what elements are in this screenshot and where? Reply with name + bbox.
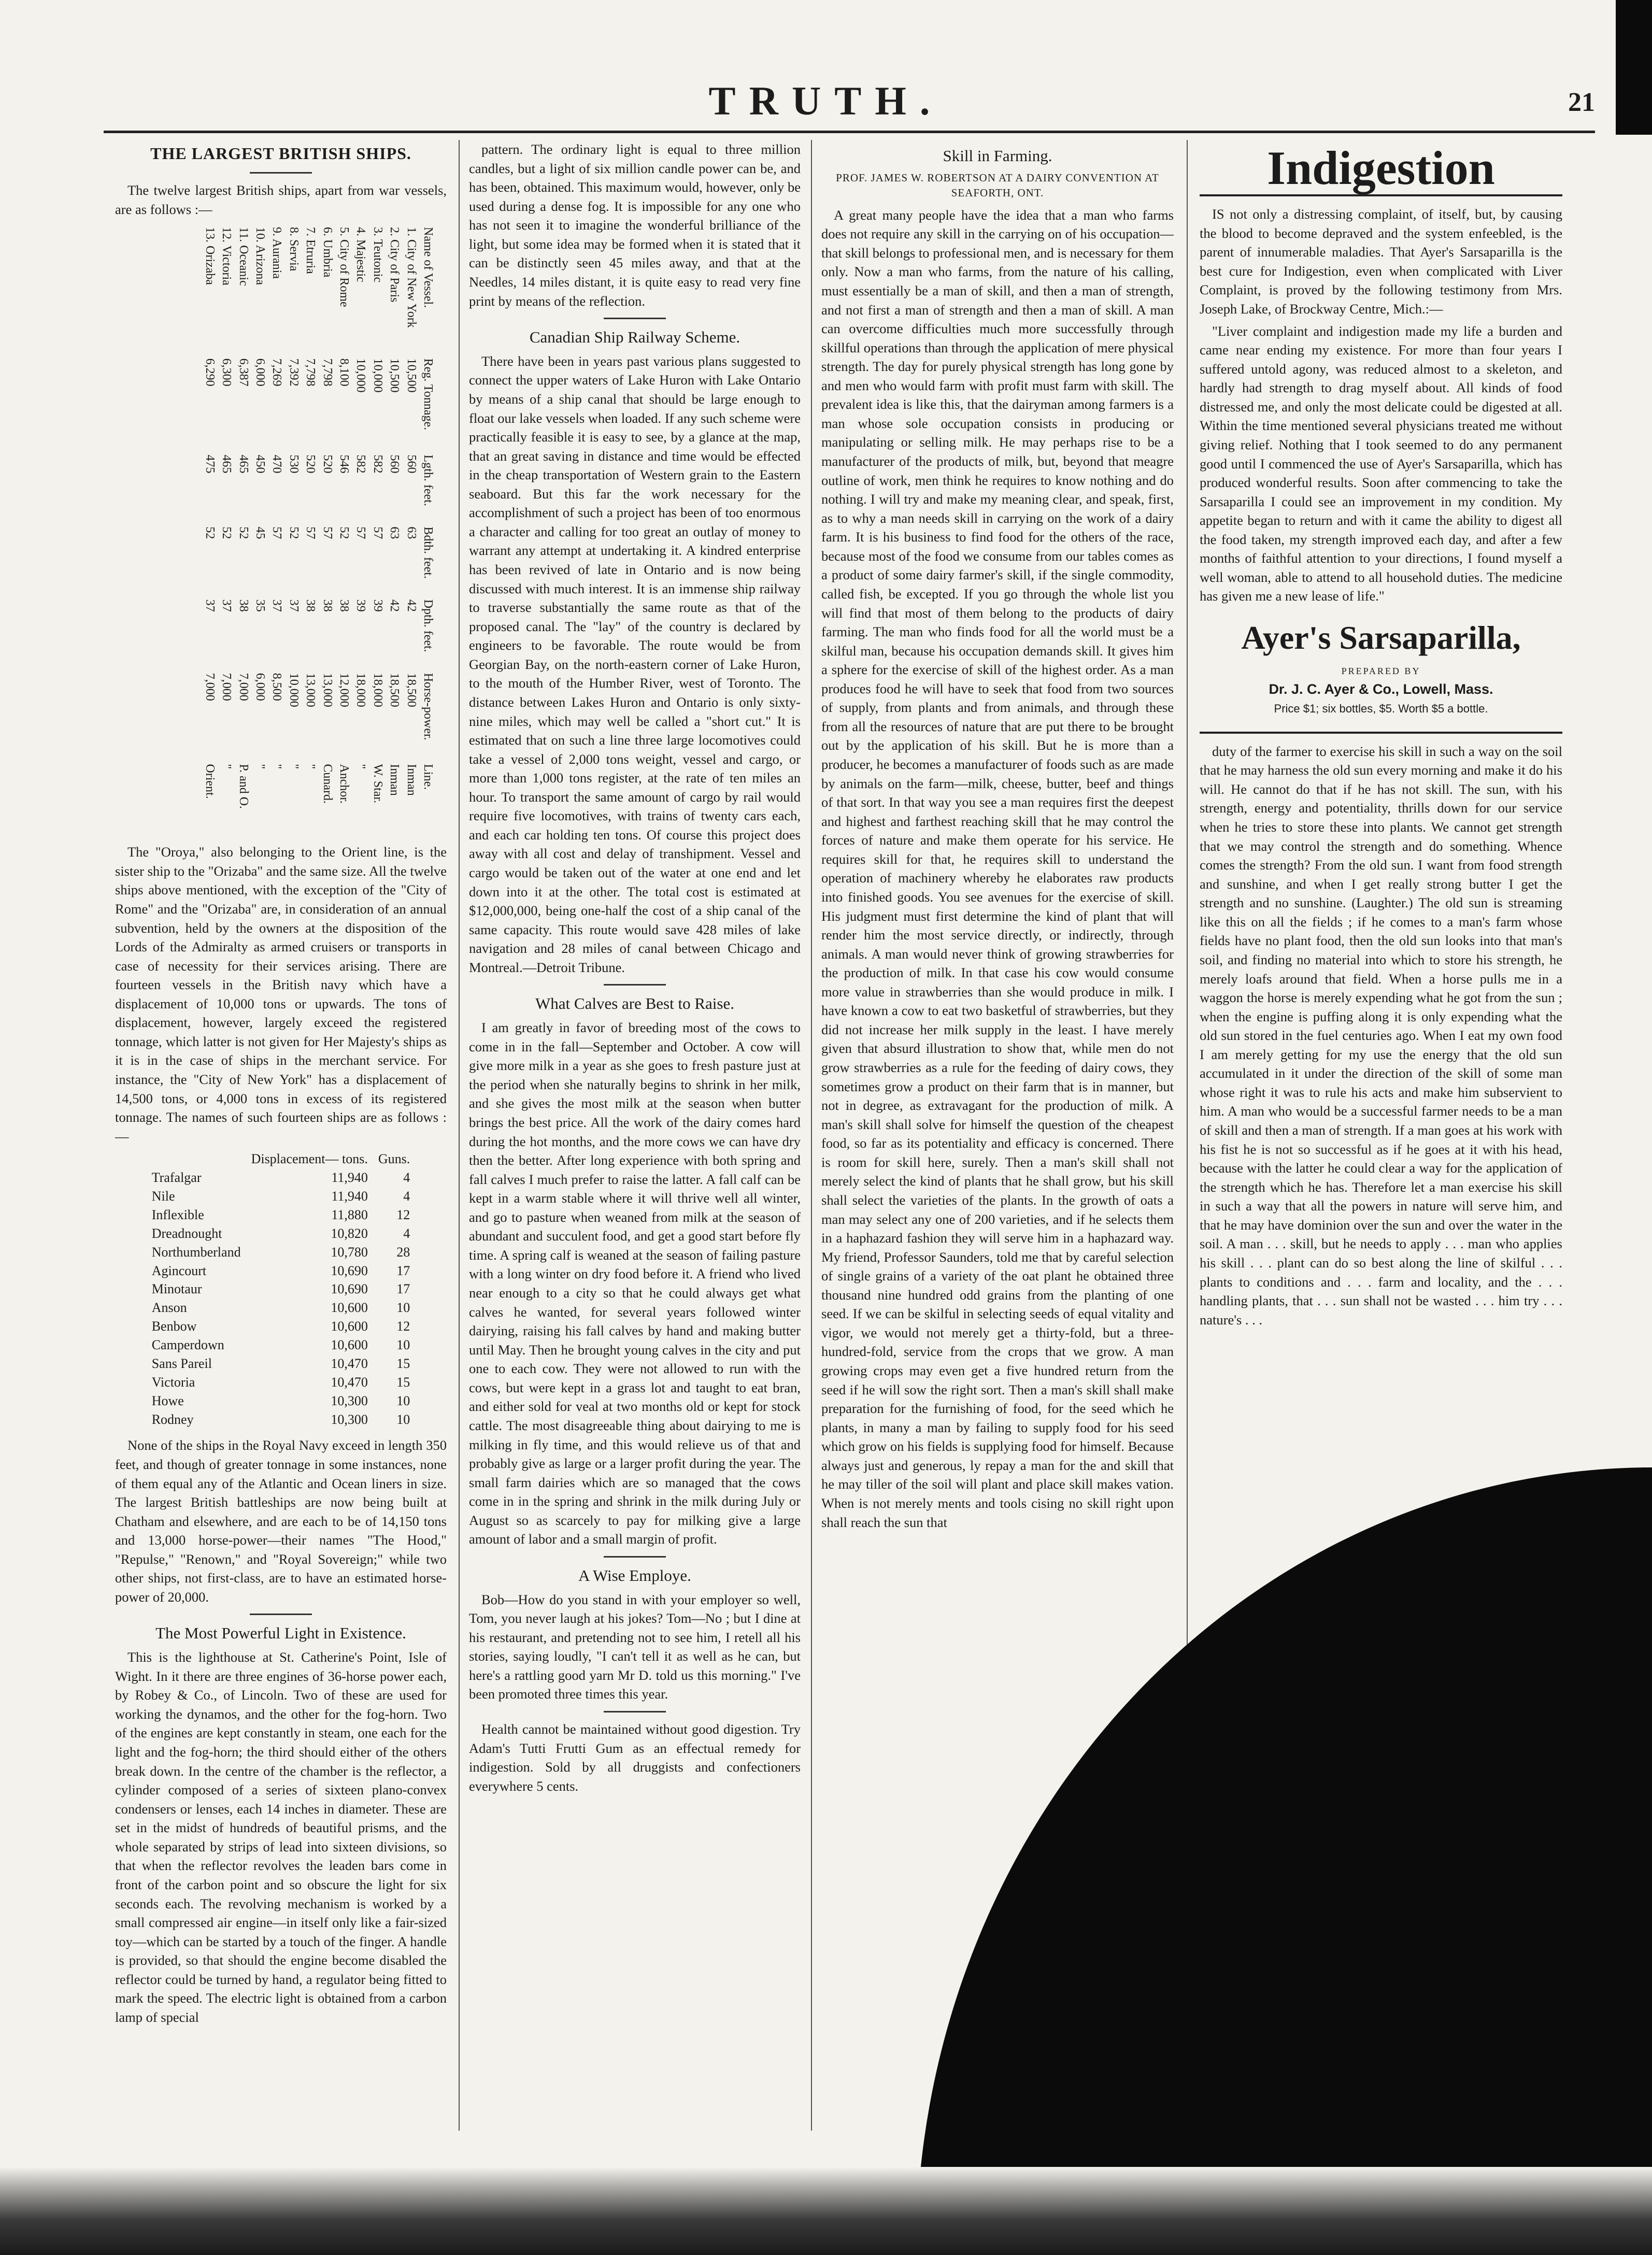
article-heading-largest-ships: THE LARGEST BRITISH SHIPS. bbox=[150, 144, 411, 163]
table-cell: 10. Arizona bbox=[253, 227, 267, 286]
table-cell: 5. City of Rome bbox=[337, 227, 351, 307]
table-cell: " bbox=[354, 764, 368, 769]
table-cell: 10,820 bbox=[331, 1225, 368, 1241]
table-cell: 560 bbox=[404, 454, 418, 474]
ships-body: The "Oroya," also belonging to the Orient line, is the sister ship to the "Orizaba" and the same size. All the twelve ships above mentioned, with the exception of the "City of Rome" and the "Orizaba" are, in consideration of an annual subvention, held by the owners at the disposition of the Lords of the Admiralty as armed cruisers or transports in case of necessity for their services arising. There are fourteen vessels in the British navy which have a displacement of 10,000 tons or upwards. The tons of displacement, however, largely exceed the registered tonnage, which latter is not given for Her Majesty's ships as it is in the case of ships in the merchant service. For instance, the "City of New York" has a displacement of 14,500 tons, or 4,000 tons in excess of its registered tonnage. The names of such fourteen ships are as follows :— bbox=[115, 844, 447, 1144]
separator bbox=[250, 1614, 312, 1615]
table-cell: " bbox=[304, 764, 318, 769]
table-cell: 10,000 bbox=[371, 358, 384, 393]
table-row bbox=[147, 1354, 416, 1373]
table-cell: 10 bbox=[396, 1411, 410, 1427]
table-cell: 520 bbox=[304, 454, 318, 474]
table-header-row bbox=[420, 223, 436, 824]
table-cell: 37 bbox=[270, 599, 284, 612]
table-row bbox=[147, 1280, 416, 1298]
table-cell: 582 bbox=[354, 454, 368, 474]
table-row bbox=[336, 223, 352, 824]
table-cell: 13,000 bbox=[320, 673, 334, 707]
table-cell: 11,880 bbox=[331, 1207, 368, 1222]
table-cell: 38 bbox=[320, 599, 334, 612]
table-cell: P. and O. bbox=[236, 764, 250, 809]
separator bbox=[604, 1711, 666, 1712]
rotated-table-wrap bbox=[115, 223, 447, 834]
ad-maker: Dr. J. C. Ayer & Co., Lowell, Mass. bbox=[1269, 681, 1493, 697]
table-cell: Dreadnought bbox=[151, 1225, 222, 1241]
table-header: Dpth. feet. bbox=[421, 599, 435, 652]
ad-testimony: "Liver complaint and indigestion made my life a burden and came near ending my existence. For more than four years I suffered untold agony, was reduced almost to a skeleton, and hardly had strength to drag myself about. All kinds of food distressed me, and only the most delicate could be digested at all. Within the time mentioned several physicians treated me without giving relief. Nothing that I took seemed to do any permanent good until I commenced the use of Ayer's Sarsaparilla, which has produced wonderful results. Soon after commencing to take the Sarsaparilla I could see an improvement in my condition. My appetite began to return and with it came the ability to digest all the food taken, my strength improved each day, and after a few months of faithful attention to your directions, I found myself a well woman, able to attend to all household duties. The medicine has given me a new lease of life." bbox=[1200, 323, 1562, 604]
table-cell: 6,300 bbox=[220, 358, 234, 387]
table-cell: 560 bbox=[388, 454, 402, 474]
table-row bbox=[147, 1336, 416, 1354]
table-cell: 11,940 bbox=[331, 1189, 368, 1204]
table-cell: 52 bbox=[236, 526, 250, 539]
table-cell: 11. Oceanic bbox=[236, 227, 250, 286]
table-cell: 35 bbox=[253, 599, 267, 612]
table-cell: 475 bbox=[203, 454, 217, 474]
table-cell: 10,780 bbox=[331, 1244, 368, 1260]
table-cell: 17 bbox=[396, 1263, 410, 1278]
separator bbox=[250, 172, 312, 174]
table-cell: Trafalgar bbox=[151, 1170, 202, 1186]
table-cell: 520 bbox=[320, 454, 334, 474]
article-heading-ship-railway: Canadian Ship Railway Scheme. bbox=[529, 328, 740, 347]
table-cell: Camperdown bbox=[151, 1337, 224, 1353]
table-cell: 546 bbox=[337, 454, 351, 474]
table-row bbox=[302, 223, 319, 824]
table-cell: 3. Teutonic bbox=[371, 227, 384, 283]
table-cell: 12. Victoria bbox=[220, 227, 234, 286]
table-header: Lgth. feet. bbox=[421, 454, 435, 507]
table-cell: 465 bbox=[220, 454, 234, 474]
separator bbox=[604, 318, 666, 319]
table-cell: 7,798 bbox=[304, 358, 318, 387]
table-row bbox=[252, 223, 268, 824]
table-cell: 52 bbox=[337, 526, 351, 539]
lighthouse-continued: pattern. The ordinary light is equal to three million candles, but a light of six million candle power can be, and has been, obtained. This maximum would, however, only be used during a dense fog. It is impossible for any one who has not seen it to imagine the wonderful brilliance of the light, but some idea may be formed when it is stated that it can be distinctly seen 45 miles away, and that at the Needles, 14 miles distant, it is quite easy to read very fine print by means of the reflection. bbox=[469, 141, 801, 309]
table-cell: 1. City of New York bbox=[404, 227, 418, 328]
table-cell: 4 bbox=[403, 1189, 410, 1204]
table-row bbox=[403, 223, 419, 824]
table-cell: 13. Orizaba bbox=[203, 227, 217, 286]
article-heading-lighthouse: The Most Powerful Light in Existence. bbox=[155, 1624, 406, 1643]
table-header: Displacement— tons. bbox=[251, 1151, 368, 1167]
table-row bbox=[147, 1392, 416, 1410]
newspaper-title: TRUTH. bbox=[708, 78, 944, 123]
table-cell: Inman bbox=[388, 764, 402, 796]
navy-ship-table bbox=[147, 1150, 416, 1429]
separator bbox=[604, 1556, 666, 1558]
table-cell: Cunard. bbox=[320, 764, 334, 804]
table-cell: 12 bbox=[396, 1207, 410, 1222]
table-cell: Sans Pareil bbox=[151, 1355, 212, 1371]
table-cell: " bbox=[287, 764, 301, 769]
table-cell: 39 bbox=[371, 599, 384, 612]
table-cell: 4. Majestic bbox=[354, 227, 368, 282]
table-cell: Minotaur bbox=[151, 1281, 202, 1297]
table-cell: Orient. bbox=[203, 764, 217, 799]
table-cell: 11,940 bbox=[331, 1170, 368, 1186]
table-cell: 52 bbox=[220, 526, 234, 539]
table-cell: 8,500 bbox=[270, 673, 284, 701]
table-cell: 57 bbox=[354, 526, 368, 539]
table-cell: 39 bbox=[354, 599, 368, 612]
table-cell: 38 bbox=[236, 599, 250, 612]
table-cell: 7,000 bbox=[203, 673, 217, 701]
table-cell: Rodney bbox=[151, 1411, 194, 1427]
table-header: Bdth. feet. bbox=[421, 526, 435, 579]
table-row bbox=[235, 223, 251, 824]
table-cell: " bbox=[253, 764, 267, 769]
table-cell: 37 bbox=[220, 599, 234, 612]
ad-brand: Ayer's Sarsaparilla, bbox=[1241, 619, 1521, 656]
navy-body: None of the ships in the Royal Navy exceed in length 350 feet, and though of greater tonnage in some instances, none of them equal any of the Atlantic and Ocean liners in size. The largest British battleships are now being built at Chatham and elsewhere, and are each to be of 14,150 tons and 13,000 horse-power—their names "The Hood," "Repulse," "Renown," and "Royal Sovereign;" while two other ships, not first-class, are to have an estimated horse-power of 20,000. bbox=[115, 1437, 447, 1605]
table-cell: Agincourt bbox=[151, 1263, 207, 1278]
table-cell: 12 bbox=[396, 1319, 410, 1334]
table-cell: 4 bbox=[403, 1170, 410, 1186]
table-cell: 450 bbox=[253, 454, 267, 474]
table-cell: 7,000 bbox=[220, 673, 234, 701]
table-cell: 10,600 bbox=[331, 1300, 368, 1316]
table-cell: 2. City of Paris bbox=[388, 227, 402, 303]
table-row bbox=[147, 1206, 416, 1224]
table-cell: 37 bbox=[287, 599, 301, 612]
skill-farming-body: A great many people have the idea that a man who farms does not require any skill in the carrying on of his occupation—that skill belongs to professional men, and is necessary for them only. Now a man who farms, from the nature of his calling, must essentially be a man of skill, and then a man of strength, and not first a man of strength and then a man of skill. A man can overcome difficulties much more successfully through skillful operations than through the application of mere physical strength. The day for purely physical strength has long gone by and men who would farm with profit must farm with skill. The prevalent idea is like this, that the dairyman among farmers is a man whose sole occupation consists in producing or manipulating or selling milk. He may perhaps rise to be a manufacturer of the products of milk, but, beyond that meagre outline of work, men think he requires to know nothing and do nothing. I will try and make my meaning clear, and speak, first, as to why a man needs skill in carrying on the work of a dairy farm. It is his business to find food for the others of the race, because most of the food we consume from our tables comes as a product of some dairy farmer's skill, if the single commodity, called fish, be excepted. If you go through the whole list you will find that most of them belong to the products of dairy farming. The man who finds food for all the world must be a skilful man, because his occupation demands skill. It gives him a sphere for the exercise of skill of the highest order. As a man produces food he will have to seek that food from two sources of supply, from plants and from animals, and through these from all the resources of nature that are put there to be brought out by the application of his skill. But he is more than a producer, he becomes a manufacturer of foods such as are made by animals on the farm—milk, cheese, butter, beef and things of that sort. In that way you see a man requires first the deepest and highest and farthest reaching skill that he may control the forces of nature and make them operate for his service. He requires skill for that, he requires skill to understand the operation of machinery whereby he elaborates raw products into finished goods. You see avenues for the exercise of skill. His judgment must first determine the kind of plant that will render him the most service directly, or indirectly, through animals. A man would never think of growing strawberries for the production of milk. In that case his cow would consume more value in strawberries than she would produce in milk. I have known a cow to eat two basketful of strawberries, but they did not increase her milk supply in the least. I have merely given that absurd illustration to show that, while men do not grow strawberries as a rule for the feeding of dairy cows, they sometimes grow a product on their farm that is in manner, but not in degree, as extravagant for the production of milk. A man's skill shall solve for himself the question of the cheapest food, so far as its potentiality and efficacy is concerned. There is room for skill here, surely. Then a man's skill shall not merely select the kind of plants that he shall grow, but his skill shall select the varieties of the plants. In the growth of oats a man may select any one of 200 varieties, and if he selects them in a haphazard fashion they will serve him in a haphazard way. My friend, Professor Saunders, told me that by careful selection of single grains of a variety of the oat plant he obtained three thousand nine hundred odd grains from the planting of one seed. If we can be skilful in selecting seeds of equal vitality and vigor, we would not merely get a thirty-fold, but a three-hundred-fold, service from the crops that we grow. A man growing crops may even get a five hundred return from the seed if he will sow the right sort. Then a man's skill shall make preparation for the furnishing of food, for the seed which he plants, in many a man by failing to supply food for his seed which grow on his fields is supplying food for himself. Because always just and generous, ly repay a man for the and skill that he may tiller of the soil will plant and place skill makes vation. When is not merely ments and tools cising no skill right upon shall reach the sun that bbox=[821, 207, 1174, 1530]
table-header-row bbox=[147, 1150, 416, 1168]
table-cell: Victoria bbox=[151, 1374, 195, 1390]
table-row bbox=[147, 1410, 416, 1429]
health-notice: Health cannot be maintained without good digestion. Try Adam's Tutti Frutti Gum as an effectual remedy for indigestion. Sold by all druggists and confectioners everywhere 5 cents. bbox=[469, 1721, 801, 1794]
table-cell: 57 bbox=[304, 526, 318, 539]
table-row bbox=[268, 223, 285, 824]
table-cell: 18,000 bbox=[371, 673, 384, 707]
table-row bbox=[147, 1373, 416, 1392]
table-cell: 10,690 bbox=[331, 1263, 368, 1278]
table-cell: Nile bbox=[151, 1189, 175, 1204]
table-cell: Anson bbox=[151, 1300, 187, 1316]
table-cell: 10 bbox=[396, 1393, 410, 1408]
table-cell: 8,100 bbox=[337, 358, 351, 387]
article-heading-wise-employe: A Wise Employe. bbox=[578, 1566, 691, 1585]
table-cell: 57 bbox=[270, 526, 284, 539]
table-cell: 10,300 bbox=[331, 1393, 368, 1408]
ad-price: Price $1; six bottles, $5. Worth $5 a bottle. bbox=[1274, 702, 1488, 716]
table-cell: 10,000 bbox=[354, 358, 368, 393]
table-cell: 6,000 bbox=[253, 673, 267, 701]
table-cell: 470 bbox=[270, 454, 284, 474]
ad-body: IS not only a distressing complaint, of itself, but, by causing the blood to become depraved and the system enfeebled, is the parent of innumerable maladies. That Ayer's Sarsaparilla is the best cure for Indigestion, even when complicated with Liver Complaint, is proved by the following testimony from Mrs. Joseph Lake, of Brockway Centre, Mich.:— bbox=[1200, 206, 1562, 317]
table-cell: 10,600 bbox=[331, 1319, 368, 1334]
table-cell: Howe bbox=[151, 1393, 184, 1408]
table-row bbox=[147, 1317, 416, 1336]
page-number: 21 bbox=[1568, 88, 1595, 117]
table-cell: 10,470 bbox=[331, 1355, 368, 1371]
table-row bbox=[386, 223, 403, 824]
table-cell: 10,500 bbox=[404, 358, 418, 393]
table-cell: " bbox=[220, 764, 234, 769]
rotated-ship-table bbox=[202, 223, 436, 824]
table-cell: 42 bbox=[388, 599, 402, 612]
table-cell: 18,500 bbox=[388, 673, 402, 707]
table-cell: 45 bbox=[253, 526, 267, 539]
table-cell: 530 bbox=[287, 454, 301, 474]
table-row bbox=[218, 223, 235, 824]
ad-heading: Indigestion bbox=[1200, 142, 1562, 196]
table-cell: 7,392 bbox=[287, 358, 301, 387]
table-cell: 6,387 bbox=[236, 358, 250, 387]
table-cell: 8. Servia bbox=[287, 227, 301, 272]
scan-damage-bottom bbox=[0, 2167, 1652, 2255]
lighthouse-body: This is the lighthouse at St. Catherine's Point, Isle of Wight. In it there are three engines of 36-horse power each, by Robey & Co., of Lincoln. Two of these are used for working the dynamos, and the other for the fog-horn. Two of the engines are kept constantly in steam, one each for the light and the fog-horn; the third should either of the others break down. In the centre of the chamber is the reflector, a cylinder composed of a series of sixteen plano-convex condensers or lenses, each 14 inches in diameter. These are set in the midst of hundreds of beautiful prisms, and the whole separated by strips of lead into sixteen divisions, so that when the reflector revolves the leaden bars come in front of the carbon point and so obscure the light for six seconds each. The revolving mechanism is worked by a small compressed air engine—in itself only like a fair-sized toy—which can be started by a touch of the finger. A handle is provided, so that should the engine become disabled the reflector could be turned by hand, a regulator being fitted to mark the speed. The electric light is obtained from a carbon lamp of special bbox=[115, 1649, 447, 2025]
column-1 bbox=[115, 140, 447, 2131]
table-cell: 4 bbox=[403, 1225, 410, 1241]
wise-employe-body: Bob—How do you stand in with your employer so well, Tom, you never laugh at his jokes? Tom—No ; but I dine at his restaurant, and pretending not to see him, I retell all his stories, saying loudly, "I can't tell it as well as he can, but here's a rattling good yarn Mr D. told us this morning." I've been promoted three times this year. bbox=[469, 1591, 801, 1702]
table-cell: 7. Etruria bbox=[304, 227, 318, 274]
table-cell: Inman bbox=[404, 764, 418, 796]
ship-railway-body: There have been in years past various plans suggested to connect the upper waters of Lake Huron with Lake Ontario by means of a ship canal that should be large enough to float our lake vessels when loaded. If any such scheme were practically feasible it is easy to see, by a glance at the map, that an great saving in distance and time would be effected in the cheap transportation of Western grain to the Eastern seaboard. But this far the work necessary for the accomplishment of such a project has been of too enormous a character and calling for too great an outlay of money to warrant any attempt at undertaking it. A kindred enterprise has been revived of late in Ontario and is now being discussed with much interest. It is an immense ship railway to traverse substantially the same route as that of the proposed canal. The "lay" of the country is declared by engineers to be favorable. The route would be from Georgian Bay, on the north-eastern corner of Lake Huron, to the mouth of the Humber River, west of Toronto. The distance between Lakes Huron and Ontario is only sixty-nine miles, which may well be called a "short cut." It is estimated that on such a line three large locomotives could take a vessel of 2,000 tons weight, vessel and cargo, or more than 1,000 tons register, at the rate of ten miles an hour. To transport the same amount of cargo by rail would require five locomotives, with trains of twenty cars each, and each car holding ten tons. Of course this project does away with all cost and delay of transhipment. Vessel and cargo would be taken out of the water at one end and let down into it at the other. The total cost is estimated at $12,000,000, being one-half the cost of a ship canal of the same capacity. This route would save 428 miles of lake navigation and 28 miles of canal between Chicago and Montreal.—Detroit Tribune. bbox=[469, 353, 801, 975]
table-cell: Inflexible bbox=[151, 1207, 204, 1222]
table-cell: 37 bbox=[203, 599, 217, 612]
table-row bbox=[147, 1243, 416, 1262]
table-header: Guns. bbox=[378, 1151, 410, 1167]
column-2 bbox=[469, 140, 801, 2131]
table-cell: 10,500 bbox=[388, 358, 402, 393]
table-cell: 12,000 bbox=[337, 673, 351, 707]
table-row bbox=[202, 223, 218, 824]
table-cell: 10,690 bbox=[331, 1281, 368, 1297]
table-row bbox=[147, 1168, 416, 1187]
table-cell: 465 bbox=[236, 454, 250, 474]
table-header: Horse-power. bbox=[421, 673, 435, 740]
table-cell: 10 bbox=[396, 1300, 410, 1316]
table-row bbox=[352, 223, 369, 824]
table-cell: 582 bbox=[371, 454, 384, 474]
table-cell: 52 bbox=[287, 526, 301, 539]
table-cell: 6. Umbria bbox=[320, 227, 334, 278]
ships-intro: The twelve largest British ships, apart from war vessels, are as follows :— bbox=[115, 182, 447, 217]
table-cell: 38 bbox=[337, 599, 351, 612]
table-cell: Northumberland bbox=[151, 1244, 241, 1260]
advertisement-ayers bbox=[1200, 142, 1562, 734]
table-row bbox=[147, 1262, 416, 1280]
table-cell: 7,798 bbox=[320, 358, 334, 387]
table-cell: Anchor. bbox=[337, 764, 351, 804]
table-cell: 42 bbox=[404, 599, 418, 612]
table-cell: 10,000 bbox=[287, 673, 301, 707]
table-row bbox=[147, 1224, 416, 1243]
table-cell: 6,000 bbox=[253, 358, 267, 387]
article-heading-calves: What Calves are Best to Raise. bbox=[535, 994, 734, 1013]
calves-body: I am greatly in favor of breeding most of the cows to come in in the fall—September and October. A cow will give more milk in a year as she goes to fresh pasture just at the period when she naturally begins to shrink in her milk, and she gives the most milk at the season when butter brings the best price. All the work of the dairy comes hard during the hot months, and the more cows we can have dry then the better. After long experience with both spring and fall calves I much prefer to raise the latter. A fall calf can be kept in a warm stable where it will thrive well all winter, and go to pasture when weaned from milk at the season of abundant and succulent food, and get a good start before fly time. A spring calf is weaned at the season of failing pasture with a long winter on dry food before it. A friend who lived near enough to a city so that he could always get what calves he wanted, for several years followed winter dairying, raising his fall calves by hand and making butter until May. Then he brought young calves in the city and put one to each cow. They were not allowed to run with the cows, but were kept in a grass lot and taught to eat bran, and either sold for veal at two months old or kept for stock cattle. The most disagreeable thing about dairying to me is milking in fly time, and this would relieve us of that and probably give as large or a larger profit during the year. The small farm dairies which are so managed that the cows come in in the spring and shrink in the milk during July or August so as scarcely to pay for milking give a large amount of labor and a small margin of profit. bbox=[469, 1020, 801, 1547]
separator bbox=[604, 984, 666, 986]
article-heading-skill-farming: Skill in Farming. bbox=[943, 147, 1052, 165]
table-cell: 10,470 bbox=[331, 1374, 368, 1390]
table-cell: 15 bbox=[396, 1374, 410, 1390]
table-cell: 28 bbox=[396, 1244, 410, 1260]
table-cell: " bbox=[270, 764, 284, 769]
skill-farming-continued: duty of the farmer to exercise his skill in such a way on the soil that he may harness the old sun every morning and make it do his will. He cannot do that if he has not skill. The sun, with his strength, energy and potentiality, thrills down for our service when he tries to store these into plants. We cannot get strength that we may control the strength and do something. Whence comes the strength? From the old sun. I want from food strength and sunshine, and when I get really strong butter I get the strength and no sunshine. (Laughter.) The old sun is streaming like this on all the fields ; if he comes to a man's farm whose fields have no plant food, then the old sun looks into that man's soil, and finding no material into which to store his strength, he merely loafs around that field. When a horse pulls me in a waggon the horse is merely expending what he got from the sun ; when the engine is puffing along it is only expending what the old sun stored in the fuel centuries ago. When I eat my own food I am merely getting for my use the energy that the old sun accumulated in it under the direction of the skill of some man whose right it was to rule his acts and make him subservient to him. A man who would be a successful farmer needs to be a man of skill and then a man of strength. If a man goes at his work with his fist he is not so successful as if he goes at it with his head, because with the latter he could clear a way for the application of the strength which he has. Therefore let a man exercise his skill in such a way that all the powers in nature will serve him, and that he may have dominion over the sun and over the water in the soil. A man . . . skill, but he needs to apply . . . man who applies his skill . . . plant can do so best along the line of skilful . . . plants to conditions and . . . farm and locality, and the . . . handling plants, that . . . sun shall not be wasted . . . him try . . . nature's . . . bbox=[1200, 743, 1562, 1328]
table-cell: 13,000 bbox=[304, 673, 318, 707]
table-row bbox=[147, 1187, 416, 1206]
table-cell: 10,600 bbox=[331, 1337, 368, 1353]
article-byline: PROF. JAMES W. ROBERTSON AT A DAIRY CONVENTION AT SEAFORTH, ONT. bbox=[836, 171, 1159, 199]
table-header: Reg. Tonnage. bbox=[421, 358, 435, 431]
table-cell: W. Star. bbox=[371, 764, 384, 804]
table-cell: 6,290 bbox=[203, 358, 217, 387]
table-header: Name of Vessel. bbox=[421, 227, 435, 308]
table-header: Line. bbox=[421, 764, 435, 790]
table-cell: Benbow bbox=[151, 1319, 197, 1334]
table-cell: 7,269 bbox=[270, 358, 284, 387]
scan-damage-edge bbox=[1616, 0, 1652, 135]
table-row bbox=[147, 1298, 416, 1317]
ad-prepared-by: PREPARED BY bbox=[1341, 666, 1421, 677]
table-cell: 10,300 bbox=[331, 1411, 368, 1427]
table-cell: 63 bbox=[404, 526, 418, 539]
table-cell: 9. Aurania bbox=[270, 227, 284, 279]
column-divider bbox=[459, 140, 460, 2131]
table-row bbox=[285, 223, 302, 824]
table-cell: 63 bbox=[388, 526, 402, 539]
table-cell: 18,000 bbox=[354, 673, 368, 707]
table-cell: 7,000 bbox=[236, 673, 250, 701]
table-row bbox=[319, 223, 335, 824]
table-cell: 15 bbox=[396, 1355, 410, 1371]
table-cell: 38 bbox=[304, 599, 318, 612]
table-cell: 52 bbox=[203, 526, 217, 539]
table-row bbox=[369, 223, 386, 824]
table-cell: 57 bbox=[320, 526, 334, 539]
table-cell: 17 bbox=[396, 1281, 410, 1297]
masthead-rule bbox=[104, 131, 1595, 133]
masthead bbox=[0, 78, 1652, 135]
table-cell: 10 bbox=[396, 1337, 410, 1353]
table-cell: 18,500 bbox=[404, 673, 418, 707]
column-divider bbox=[811, 140, 812, 2131]
table-cell: 57 bbox=[371, 526, 384, 539]
